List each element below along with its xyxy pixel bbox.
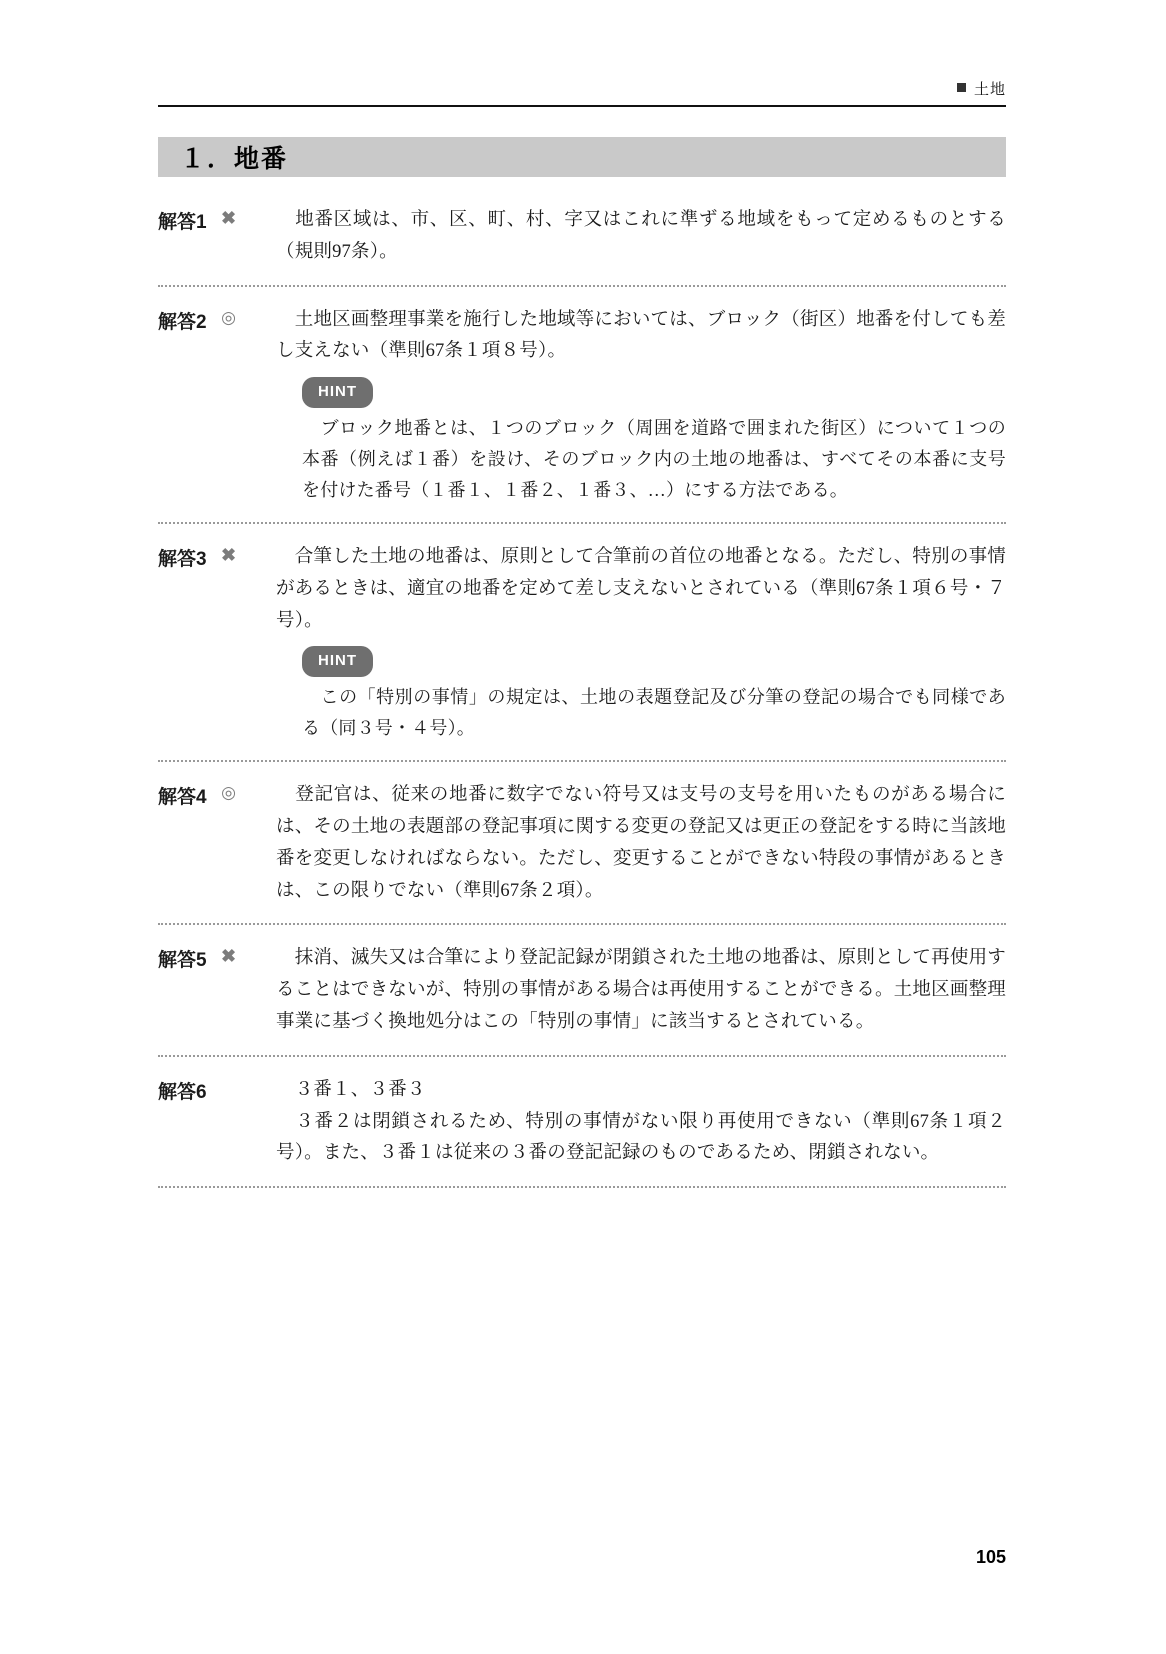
running-header-label: 土地 [973, 82, 1006, 98]
answer-paragraph: ３番１、３番３ [276, 1079, 426, 1100]
answer-body [276, 780, 1006, 907]
answer-item [158, 1057, 1006, 1188]
answer-label-group [158, 542, 276, 571]
answer-label-group [158, 780, 276, 809]
answer-item [158, 287, 1006, 524]
hint-text: この「特別の事情」の規定は、土地の表題登記及び分筆の登記の場合でも同様である（同３号・４号）。 [302, 687, 1006, 739]
answer-paragraph: 土地区画整理事業を施行した地域等においては、ブロック（街区）地番を付しても差し支えない（準則67条１項８号）。 [276, 309, 1006, 362]
hint-badge: HINT [302, 646, 373, 677]
hint-badge: HINT [302, 377, 373, 408]
answer-list [158, 183, 1006, 1188]
answer-label: 解答3 [158, 548, 207, 570]
answer-paragraph: 登記官は、従来の地番に数字でない符号又は支号の支号を用いたものがある場合には、その土地の表題部の登記事項に関する変更の登記又は更正の登記をする時に当該地番を変更しなければならない。ただし、変更することができない特段の事情があるときは、この限りでない（準則67条２項）。 [276, 785, 1006, 901]
answer-label: 解答2 [158, 311, 207, 333]
answer-label: 解答6 [158, 1081, 207, 1103]
hint-block [276, 376, 1006, 506]
page-number: 105 [975, 1547, 1006, 1567]
answer-body [276, 943, 1006, 1038]
answer-body [276, 305, 1006, 506]
answer-item [158, 925, 1006, 1056]
answer-label-group [158, 205, 276, 234]
answer-item [158, 524, 1006, 762]
answer-item [158, 762, 1006, 925]
answer-paragraph: 合筆した土地の地番は、原則として合筆前の首位の地番となる。ただし、特別の事情があるときは、適宜の地番を定めて差し支えないとされている（準則67条１項６号・７号）。 [276, 546, 1006, 631]
circle-mark-icon: ◎ [221, 783, 236, 803]
answer-body [276, 1075, 1006, 1170]
answer-label: 解答5 [158, 950, 207, 972]
answer-body [276, 542, 1006, 744]
answer-label: 解答4 [158, 787, 207, 809]
page-content [158, 78, 1006, 1188]
answer-label-group [158, 305, 276, 334]
hint-block [276, 645, 1006, 744]
answer-paragraph: 抹消、滅失又は合筆により登記記録が閉鎖された土地の地番は、原則として再使用することはできないが、特別の事情がある場合は再使用することができる。土地区画整理事業に基づく換地処分はこの「特別の事情」に該当するとされている。 [276, 948, 1006, 1032]
running-header [158, 78, 1006, 105]
answer-label: 解答1 [158, 212, 207, 233]
answer-label-group [158, 1075, 276, 1104]
section-title-bar [158, 137, 1006, 177]
answer-paragraph: ３番２は閉鎖されるため、特別の事情がない限り再使用できない（準則67条１項２号）。また、３番１は従来の３番の登記記録のものであるため、閉鎖されない。 [276, 1111, 1006, 1164]
answer-item [158, 183, 1006, 287]
answer-label-group [158, 943, 276, 972]
section-title: １．地番 [180, 145, 289, 173]
hint-text: ブロック地番とは、１つのブロック（周囲を道路で囲まれた街区）について１つの本番（例えば１番）を設け、そのブロック内の土地の地番は、すべてその本番に支号を付けた番号（１番１、１番２、１番３、…）にする方法である。 [302, 418, 1006, 500]
circle-mark-icon: ◎ [221, 307, 236, 327]
answer-body [276, 205, 1006, 269]
answer-paragraph: 地番区域は、市、区、町、村、字又はこれに準ずる地域をもって定めるものとする（規則97条）。 [276, 210, 1006, 262]
cross-mark-icon: ✖ [221, 544, 237, 565]
cross-mark-icon: ✖ [221, 946, 237, 967]
cross-mark-icon: ✖ [221, 208, 237, 228]
square-bullet-icon [957, 83, 966, 92]
header-rule [158, 105, 1006, 107]
